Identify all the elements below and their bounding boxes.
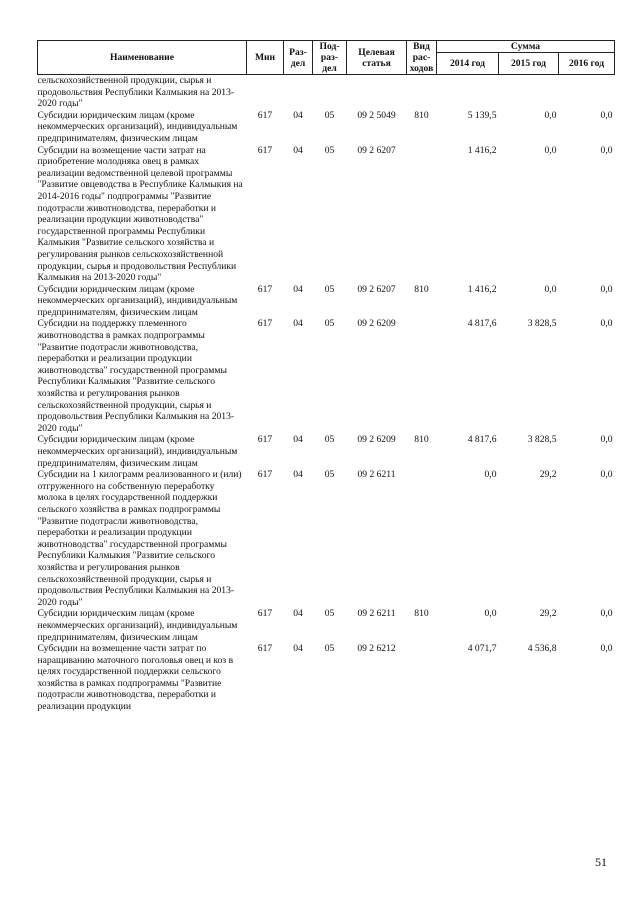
page-number: 51	[595, 855, 607, 869]
row-sum-2015	[499, 75, 559, 110]
row-vid-rashodov: 810	[414, 434, 429, 446]
row-vid-rashodov: 810	[414, 608, 429, 620]
row-celevaya-statya: 09 2 6211	[357, 608, 396, 620]
table-row	[38, 608, 615, 643]
table-row	[38, 145, 615, 284]
row-sum-2016: 0,0	[600, 318, 613, 330]
row-podrazdel: 05	[324, 109, 335, 121]
row-razdel: 04	[293, 144, 303, 156]
row-min: 617	[257, 144, 273, 156]
row-name: Субсидии юридическим лицам (кроме некоммерческих организаций), индивидуальным предпринимателям, физическим лицам	[37, 608, 238, 643]
row-vid-rashodov: 810	[414, 109, 429, 121]
table-body	[38, 75, 615, 713]
row-razdel: 04	[293, 318, 303, 330]
row-sum-2016: 0,0	[600, 109, 613, 121]
row-podrazdel: 05	[324, 434, 335, 446]
row-min: 617	[257, 318, 273, 330]
row-podrazdel	[313, 75, 347, 110]
row-name: Субсидии на возмещение части затрат на приобретение молодняка овец в рамках реализации ведомственной целевой программы "Развитие овцеводства в Республике Калмыкия на 2014-2016 годы" подпрограммы "Развитие подотрасли животноводства, переработки и реализации продукции животноводства" государственной программы Республики Калмыкия "Развитие сельского хозяйства и регулирования рынков сельскохозяйственной продукции, сырья и продовольствия Республики Калмыкия на 2013-2020 годы"	[37, 144, 243, 284]
row-sum-2016: 0,0	[600, 608, 613, 620]
table-row	[38, 318, 615, 434]
row-sum-2015: 0,0	[544, 283, 557, 295]
row-vid-rashodov	[407, 145, 437, 284]
row-celevaya-statya: 09 2 6209	[357, 434, 396, 446]
row-min: 617	[257, 608, 273, 620]
row-sum-2016: 0,0	[600, 643, 613, 655]
row-sum-2016: 0,0	[600, 283, 613, 295]
row-sum-2015: 3 828,5	[527, 318, 557, 330]
row-sum-2016	[559, 75, 615, 110]
header-podrazdel: Под- раз- дел	[313, 41, 347, 75]
table-row	[38, 284, 615, 319]
row-min: 617	[257, 109, 273, 121]
row-sum-2016: 0,0	[600, 469, 613, 481]
header-celevaya-statya: Целевая статья	[347, 41, 407, 75]
row-podrazdel: 05	[324, 318, 335, 330]
row-celevaya-statya: 09 2 6207	[357, 144, 396, 156]
row-name: Субсидии на возмещение части затрат по наращиванию маточного поголовья овец и коз в целях государственной поддержки сельского хозяйства в рамках подпрограммы "Развитие подотрасли животноводства, переработки и реализации продукции	[37, 643, 234, 713]
table-row	[38, 434, 615, 469]
row-vid-rashodov	[407, 643, 437, 713]
row-sum-2014: 0,0	[484, 469, 497, 481]
row-razdel: 04	[293, 608, 303, 620]
header-year-2015: 2015 год	[499, 53, 559, 75]
header-year-2014: 2014 год	[437, 53, 499, 75]
row-name: Субсидии юридическим лицам (кроме некоммерческих организаций), индивидуальным предпринимателям, физическим лицам	[37, 283, 238, 318]
table-row	[38, 643, 615, 713]
row-sum-2016: 0,0	[600, 434, 613, 446]
row-name: Субсидии на 1 килограмм реализованного и (или) отгруженного на собственную переработку молока в целях государственной поддержки сельского хозяйства в рамках подпрограммы "Развитие подотрасли животноводства, переработки и реализации продукции животноводства" государственной программы Республики Калмыкия "Развитие сельского хозяйства и регулирования рынков сельскохозяйственной продукции, сырья и продовольствия Республики Калмыкия на 2013-2020 годы"	[37, 469, 242, 608]
row-vid-rashodov: 810	[414, 283, 429, 295]
row-sum-2015: 29,2	[539, 469, 557, 481]
header-min: Мин	[247, 41, 284, 75]
row-razdel: 04	[293, 434, 303, 446]
header-year-2016: 2016 год	[559, 53, 615, 75]
row-min: 617	[257, 283, 273, 295]
row-podrazdel: 05	[324, 283, 335, 295]
table-row	[38, 110, 615, 145]
header-summa: Сумма	[437, 41, 615, 53]
row-podrazdel: 05	[324, 469, 335, 481]
row-celevaya-statya: 09 2 6209	[357, 318, 396, 330]
row-min	[247, 75, 284, 110]
row-sum-2015: 29,2	[539, 608, 557, 620]
row-sum-2015: 0,0	[544, 109, 557, 121]
row-razdel: 04	[293, 283, 303, 295]
row-sum-2014	[437, 75, 499, 110]
row-sum-2014: 1 416,2	[467, 144, 497, 156]
table-row	[38, 469, 615, 608]
row-sum-2015: 4 536,8	[527, 643, 557, 655]
budget-table	[37, 40, 615, 713]
table-header	[38, 41, 615, 75]
row-razdel: 04	[293, 109, 303, 121]
table-row	[38, 75, 615, 110]
row-name: Субсидии юридическим лицам (кроме некоммерческих организаций), индивидуальным предпринимателям, физическим лицам	[37, 109, 238, 144]
row-sum-2015: 0,0	[544, 144, 557, 156]
row-sum-2014: 4 817,6	[467, 318, 497, 330]
row-razdel: 04	[293, 469, 303, 481]
row-sum-2014: 5 139,5	[467, 109, 497, 121]
header-name: Наименование	[38, 41, 247, 75]
header-vid-rashodov: Вид рас- ходов	[407, 41, 437, 75]
row-name: Субсидии юридическим лицам (кроме некоммерческих организаций), индивидуальным предпринимателям, физическим лицам	[37, 434, 238, 469]
row-celevaya-statya: 09 2 6212	[357, 643, 396, 655]
row-vid-rashodov	[407, 469, 437, 608]
row-podrazdel: 05	[324, 144, 335, 156]
row-sum-2015: 3 828,5	[527, 434, 557, 446]
row-vid-rashodov	[407, 318, 437, 434]
row-min: 617	[257, 434, 273, 446]
row-celevaya-statya: 09 2 5049	[357, 109, 396, 121]
row-razdel	[284, 75, 313, 110]
row-celevaya-statya	[347, 75, 407, 110]
row-vid-rashodov	[407, 75, 437, 110]
row-name: сельскохозяйственной продукции, сырья и продовольствия Республики Калмыкия на 2013-2020 годы"	[37, 75, 235, 110]
row-name: Субсидии на поддержку племенного животноводства в рамках подпрограммы "Развитие подотрасли животноводства, переработки и реализации продукции животноводства" государственной программы Республики Калмыкия "Развитие сельского хозяйства и регулирования рынков сельскохозяйственной продукции, сырья и продовольствия Республики Калмыкия на 2013-2020 годы"	[37, 318, 235, 434]
row-razdel: 04	[293, 643, 303, 655]
header-razdel: Раз- дел	[284, 41, 313, 75]
row-min: 617	[257, 469, 273, 481]
row-celevaya-statya: 09 2 6207	[357, 283, 396, 295]
row-sum-2014: 0,0	[484, 608, 497, 620]
row-sum-2014: 4 817,6	[467, 434, 497, 446]
row-min: 617	[257, 643, 273, 655]
row-sum-2014: 1 416,2	[467, 283, 497, 295]
row-podrazdel: 05	[324, 643, 335, 655]
row-sum-2016: 0,0	[600, 144, 613, 156]
row-celevaya-statya: 09 2 6211	[357, 469, 396, 481]
row-sum-2014: 4 071,7	[467, 643, 497, 655]
row-podrazdel: 05	[324, 608, 335, 620]
